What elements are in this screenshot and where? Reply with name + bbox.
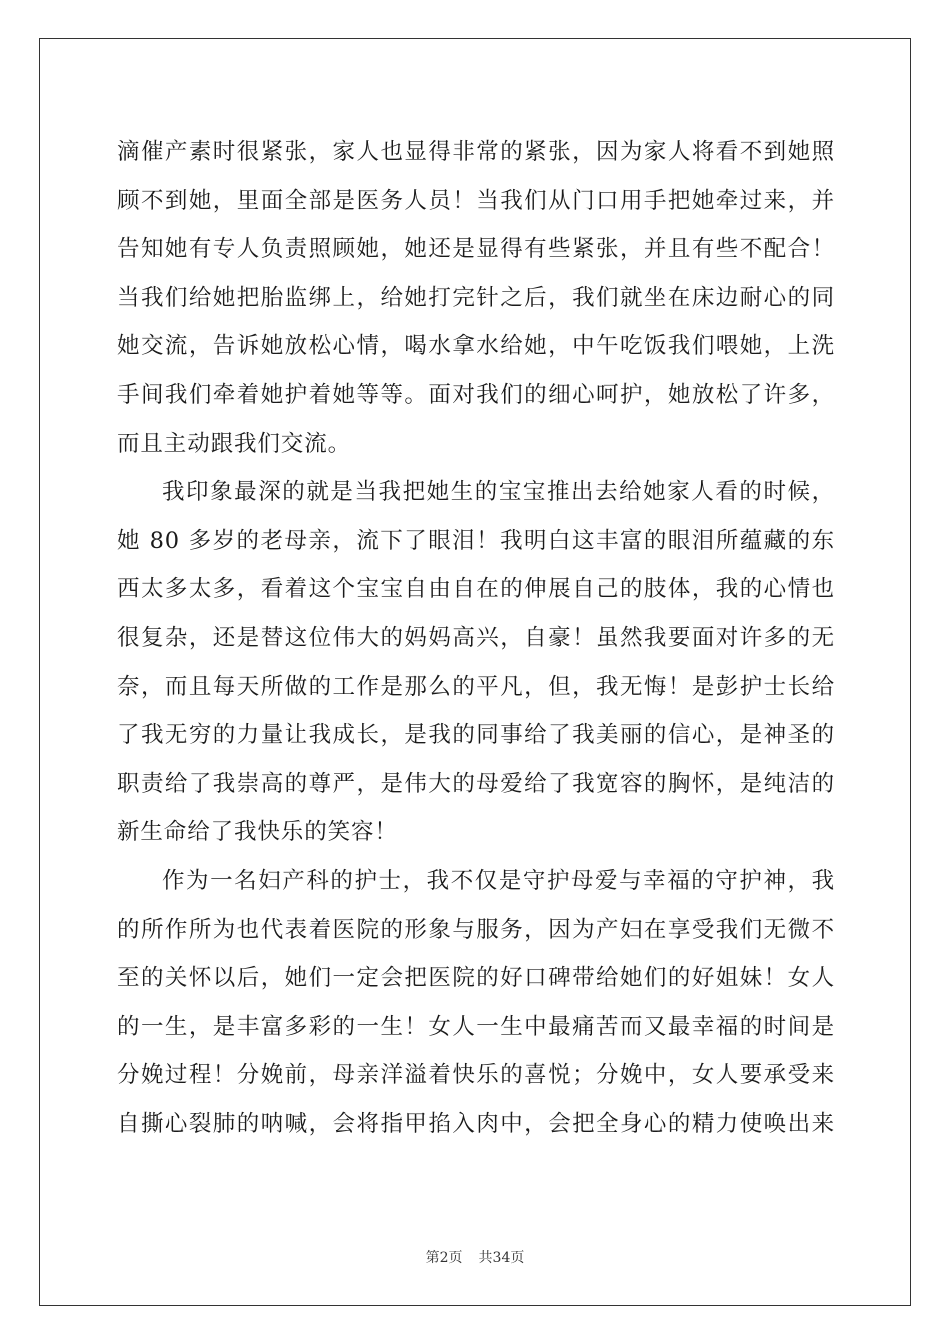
text-line: 作为一名妇产科的护士，我不仅是守护母爱与幸福的守护神，我 [162, 867, 835, 894]
text-line: 她 80 多岁的老母亲，流下了眼泪！我明白这丰富的眼泪所蕴藏的东 [117, 527, 835, 554]
text-line: 滴催产素时很紧张，家人也显得非常的紧张，因为家人将看不到她照 [117, 139, 835, 165]
text-line: 她交流，告诉她放松心情，喝水拿水给她，中午吃饭我们喂她，上洗 [117, 333, 835, 360]
text-line: 的一生，是丰富多彩的一生！女人一生中最痛苦而又最幸福的时间是 [117, 1013, 835, 1040]
text-line: 而且主动跟我们交流。 [117, 430, 352, 457]
page-total: 共34页 [478, 1250, 525, 1266]
text-line: 职责给了我崇高的尊严，是伟大的母爱给了我宽容的胸怀，是纯洁的 [117, 770, 835, 797]
text-line: 当我们给她把胎监绑上，给她打完针之后，我们就坐在床边耐心的同 [117, 284, 835, 311]
page-footer [0, 1247, 950, 1267]
text-line: 西太多太多，看着这个宝宝自由自在的伸展自己的肢体，我的心情也 [117, 576, 835, 603]
text-line: 顾不到她，里面全部是医务人员！当我们从门口用手把她牵过来，并 [117, 187, 835, 214]
text-line: 至的关怀以后，她们一定会把医院的好口碑带给她们的好姐妹！女人 [117, 965, 835, 992]
text-line: 我印象最深的就是当我把她生的宝宝推出去给她家人看的时候， [162, 479, 835, 506]
document-body [117, 128, 835, 1148]
page-number: 第2页 [425, 1250, 463, 1266]
text-line: 分娩过程！分娩前，母亲洋溢着快乐的喜悦；分娩中，女人要承受来 [117, 1062, 835, 1089]
text-line: 新生命给了我快乐的笑容！ [117, 819, 398, 846]
text-line: 告知她有专人负责照顾她，她还是显得有些紧张，并且有些不配合！ [117, 236, 835, 263]
text-line: 奈，而且每天所做的工作是那么的平凡，但，我无悔！是彭护士长给 [117, 673, 835, 700]
text-line: 自撕心裂肺的呐喊，会将指甲掐入肉中，会把全身心的精力使唤出来 [117, 1110, 835, 1137]
text-line: 手间我们牵着她护着她等等。面对我们的细心呵护，她放松了许多， [117, 381, 835, 408]
text-line: 很复杂，还是替这位伟大的妈妈高兴，自豪！虽然我要面对许多的无 [117, 624, 835, 651]
text-line: 的所作所为也代表着医院的形象与服务，因为产妇在享受我们无微不 [117, 916, 835, 943]
text-line: 了我无穷的力量让我成长，是我的同事给了我美丽的信心，是神圣的 [117, 722, 835, 749]
